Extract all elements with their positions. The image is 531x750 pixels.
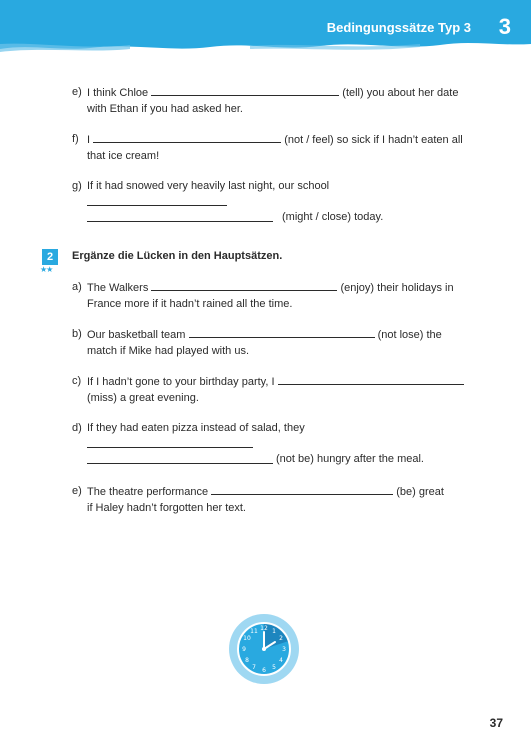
item-label: b) — [72, 328, 82, 340]
exercise-item-e2 — [72, 483, 472, 516]
item-hint: (not / feel) so sick if I hadn’t eaten all — [284, 134, 463, 146]
item-text-continued: with Ethan if you had asked her. — [87, 103, 243, 115]
item-hint: (tell) you about her date — [342, 87, 459, 99]
item-hint: (not lose) the — [377, 329, 442, 341]
item-label: e) — [72, 485, 82, 497]
item-text: If they had eaten pizza instead of salad, they — [87, 422, 305, 434]
svg-text:9: 9 — [242, 646, 246, 653]
section-title: Bedingungssätze Typ 3 — [326, 20, 471, 35]
svg-text:10: 10 — [243, 635, 251, 642]
exercise-item-g — [72, 178, 472, 211]
exercise-item-a — [72, 279, 472, 312]
item-label: e) — [72, 86, 82, 98]
svg-text:4: 4 — [279, 657, 283, 664]
item-hint: (enjoy) their holidays in — [340, 282, 454, 294]
item-text: I think Chloe — [87, 87, 149, 99]
exercise-item-c — [72, 373, 472, 406]
answer-blank[interactable] — [151, 84, 339, 96]
item-text-continued: France more if it hadn’t rained all the time. — [87, 298, 293, 310]
answer-blank[interactable] — [211, 483, 393, 495]
item-text-continued: if Haley hadn’t forgotten her text. — [87, 502, 246, 514]
clock-icon — [227, 612, 301, 691]
exercise-item-b — [72, 326, 472, 359]
item-hint-d — [276, 451, 476, 467]
item-hint: (might / close) today. — [282, 211, 384, 223]
exercise-item-e1 — [72, 84, 472, 117]
answer-blank[interactable] — [87, 462, 273, 464]
svg-text:11: 11 — [250, 628, 258, 635]
svg-text:3: 3 — [282, 646, 286, 653]
item-text: If I hadn’t gone to your birthday party, I — [87, 376, 275, 388]
item-hint-g — [282, 209, 482, 225]
item-text: The theatre performance — [87, 486, 209, 498]
svg-text:5: 5 — [272, 664, 276, 671]
item-text-continued: match if Mike had played with us. — [87, 345, 250, 357]
chapter-number: 3 — [498, 14, 511, 39]
answer-blank[interactable] — [278, 373, 464, 385]
svg-text:1: 1 — [272, 628, 276, 635]
task-instruction: Ergänze die Lücken in den Hauptsätzen. — [72, 250, 283, 262]
svg-text:8: 8 — [245, 657, 249, 664]
answer-blank[interactable] — [93, 131, 281, 143]
item-label: c) — [72, 375, 82, 387]
answer-blank[interactable] — [151, 279, 337, 291]
item-label: d) — [72, 422, 82, 434]
svg-text:7: 7 — [252, 664, 256, 671]
item-label: g) — [72, 180, 82, 192]
task-number-badge: 2 — [42, 249, 58, 265]
item-text-continued: (miss) a great evening. — [87, 392, 199, 404]
svg-text:2: 2 — [279, 635, 283, 642]
exercise-item-f — [72, 131, 472, 164]
answer-blank[interactable] — [87, 194, 227, 206]
svg-text:6: 6 — [262, 667, 266, 674]
item-text: The Walkers — [87, 282, 149, 294]
answer-blank[interactable] — [87, 436, 253, 448]
item-text: I — [87, 134, 91, 146]
item-label: f) — [72, 133, 79, 145]
page-number: 37 — [489, 716, 503, 730]
header-banner — [0, 0, 531, 62]
item-text: Our basketball team — [87, 329, 186, 341]
item-label: a) — [72, 281, 82, 293]
svg-text:12: 12 — [260, 625, 268, 632]
answer-blank[interactable] — [189, 326, 375, 338]
item-hint: (not be) hungry after the meal. — [276, 453, 424, 465]
item-text-continued: that ice cream! — [87, 150, 160, 162]
item-text: If it had snowed very heavily last night, our school — [87, 180, 330, 192]
difficulty-stars-icon: ★★ — [40, 265, 53, 274]
exercise-item-d — [72, 420, 472, 453]
item-hint: (be) great — [396, 486, 444, 498]
answer-blank[interactable] — [87, 220, 273, 222]
